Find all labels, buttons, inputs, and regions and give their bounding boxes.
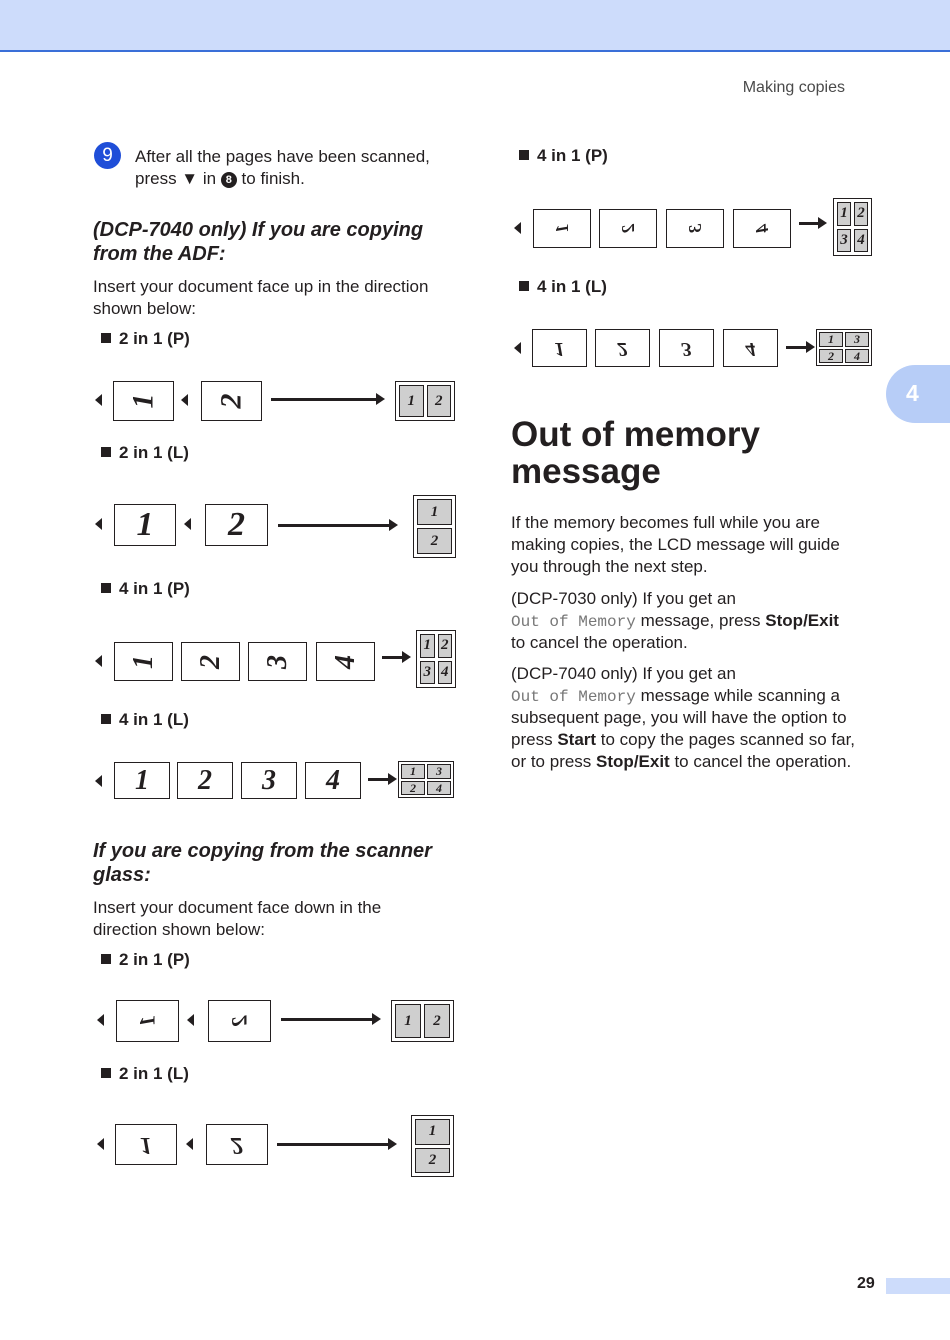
arrow-right-icon — [277, 1143, 389, 1146]
adf-heading-line2: from the ADF: — [93, 243, 226, 265]
bullet-square-icon — [101, 333, 111, 343]
bullet-square-icon — [519, 150, 529, 160]
page-sheet-4: 4 — [316, 642, 375, 681]
result-cell: 2 — [854, 202, 868, 226]
feed-direction-marker — [186, 1138, 193, 1150]
result-sheet-2in1-l — [413, 495, 456, 558]
bullet-4in1-p: 4 in 1 (P) — [101, 579, 190, 599]
result-cell: 1 — [395, 1004, 421, 1038]
feed-direction-marker — [95, 394, 102, 406]
memory-heading-line1: Out of memory — [511, 415, 760, 454]
glass-heading-line2: glass: — [93, 864, 151, 886]
bullet-2in1-l: 2 in 1 (L) — [101, 1064, 189, 1084]
header-band — [0, 0, 950, 52]
bullet-square-icon — [519, 281, 529, 291]
page-sheet-2-mirrored: 2 — [595, 329, 650, 367]
result-sheet-2in1-p — [391, 1000, 454, 1042]
stop-exit-key: Stop/Exit — [765, 611, 839, 630]
chapter-tab[interactable] — [886, 365, 950, 423]
bullet-square-icon — [101, 583, 111, 593]
page-sheet-1: 1 — [113, 381, 174, 421]
result-cell: 3 — [420, 661, 435, 685]
result-cell: 1 — [837, 202, 851, 226]
page-sheet-2: 2 — [181, 642, 240, 681]
adf-intro-line1: Insert your document face up in the direction — [93, 277, 429, 296]
memory-p2-line1: (DCP-7030 only) If you get an — [511, 589, 736, 608]
memory-p2-line3: to cancel the operation. — [511, 633, 688, 652]
result-sheet-4in1-p — [833, 198, 872, 256]
page-sheet-2: 2 — [201, 381, 262, 421]
result-cell: 1 — [401, 764, 425, 779]
page-sheet-4-mirrored: 4 — [733, 209, 791, 248]
memory-heading-line2: message — [511, 452, 661, 491]
lcd-message: Out of Memory — [511, 688, 636, 706]
page-sheet-1-mirrored: 1 — [532, 329, 587, 367]
key-number-icon: 8 — [221, 172, 237, 188]
page-sheet-2: 2 — [177, 762, 233, 799]
page-sheet-2: 2 — [205, 504, 268, 546]
feed-direction-marker — [95, 518, 102, 530]
stop-exit-key: Stop/Exit — [596, 752, 670, 771]
feed-direction-marker — [187, 1014, 194, 1026]
bullet-square-icon — [101, 954, 111, 964]
arrow-right-icon — [278, 524, 390, 527]
memory-p3-line3: subsequent page, you will have the option to — [511, 708, 847, 727]
memory-p1-line1: If the memory becomes full while you are — [511, 513, 820, 532]
page-sheet-3: 3 — [241, 762, 297, 799]
bullet-4in1-l: 4 in 1 (L) — [519, 277, 607, 297]
chapter-number: 4 — [906, 380, 919, 406]
memory-p3-line1: (DCP-7040 only) If you get an — [511, 664, 736, 683]
step-text-line1: After all the pages have been scanned, — [135, 147, 430, 166]
arrow-right-icon — [281, 1018, 373, 1021]
page-sheet-2-mirrored: 2 — [599, 209, 657, 248]
memory-p1-line2: making copies, the LCD message will guide — [511, 535, 840, 554]
adf-heading-line1: (DCP-7040 only) If you are copying — [93, 219, 424, 241]
adf-intro-line2: shown below: — [93, 299, 197, 318]
result-cell: 4 — [845, 349, 869, 364]
feed-direction-marker — [181, 394, 188, 406]
feed-direction-marker — [95, 775, 102, 787]
glass-heading-line1: If you are copying from the scanner — [93, 840, 432, 862]
page-sheet-3-mirrored: 3 — [666, 209, 724, 248]
result-cell: 1 — [420, 634, 435, 658]
page-sheet-4-mirrored: 4 — [723, 329, 778, 367]
result-cell: 3 — [845, 332, 869, 347]
page-sheet-1-mirrored: 1 — [116, 1000, 179, 1042]
start-key: Start — [557, 730, 597, 749]
arrow-right-icon — [799, 222, 819, 225]
result-sheet-4in1-l — [816, 329, 872, 366]
result-sheet-2in1-l — [411, 1115, 454, 1177]
result-cell: 2 — [819, 349, 843, 364]
bullet-square-icon — [101, 447, 111, 457]
page-sheet-3-mirrored: 3 — [659, 329, 714, 367]
page-sheet-1: 1 — [114, 762, 170, 799]
feed-direction-marker — [95, 655, 102, 667]
result-cell: 2 — [401, 781, 425, 796]
bullet-2in1-p: 2 in 1 (P) — [101, 329, 190, 349]
arrow-right-icon — [368, 778, 389, 781]
bullet-2in1-l: 2 in 1 (L) — [101, 443, 189, 463]
memory-p1-line3: you through the next step. — [511, 557, 708, 576]
result-cell: 2 — [427, 385, 452, 417]
glass-intro-line1: Insert your document face down in the — [93, 898, 382, 917]
arrow-right-icon — [271, 398, 377, 401]
page-number: 29 — [857, 1275, 875, 1292]
memory-p3-line5: or to press Stop/Exit to cancel the operation. — [511, 752, 852, 771]
bullet-square-icon — [101, 714, 111, 724]
feed-direction-marker — [514, 222, 521, 234]
result-cell: 1 — [417, 499, 452, 525]
result-cell: 4 — [438, 661, 453, 685]
page-sheet-1-mirrored: 1 — [115, 1124, 177, 1165]
result-cell: 1 — [399, 385, 424, 417]
result-sheet-2in1-p — [395, 381, 455, 421]
result-cell: 3 — [837, 229, 851, 253]
result-cell: 3 — [427, 764, 451, 779]
page-number-bar — [886, 1278, 950, 1294]
arrow-right-icon — [786, 346, 807, 349]
step-text-press: press ▼ in — [135, 169, 217, 188]
page-sheet-1-mirrored: 1 — [533, 209, 591, 248]
result-sheet-4in1-l — [398, 761, 454, 798]
page-sheet-3: 3 — [248, 642, 307, 681]
page-sheet-2-mirrored: 2 — [208, 1000, 271, 1042]
section-title: Making copies — [742, 79, 845, 96]
page-sheet-4: 4 — [305, 762, 361, 799]
result-cell: 2 — [424, 1004, 450, 1038]
bullet-4in1-p: 4 in 1 (P) — [519, 146, 608, 166]
memory-p2-line2: Out of Memory message, press Stop/Exit — [511, 611, 839, 631]
memory-p3-line4: press Start to copy the pages scanned so far, — [511, 730, 856, 749]
result-cell: 1 — [819, 332, 843, 347]
result-cell: 4 — [854, 229, 868, 253]
result-cell: 1 — [415, 1119, 450, 1145]
arrow-right-icon — [382, 656, 403, 659]
glass-intro-line2: direction shown below: — [93, 920, 265, 939]
memory-p3-line2: Out of Memory message while scanning a — [511, 686, 840, 706]
result-cell: 4 — [427, 781, 451, 796]
feed-direction-marker — [97, 1138, 104, 1150]
step-number-badge: 9 — [94, 142, 121, 169]
feed-direction-marker — [184, 518, 191, 530]
result-cell: 2 — [438, 634, 453, 658]
bullet-4in1-l: 4 in 1 (L) — [101, 710, 189, 730]
bullet-square-icon — [101, 1068, 111, 1078]
feed-direction-marker — [97, 1014, 104, 1026]
result-cell: 2 — [417, 528, 452, 554]
step-text-finish: to finish. — [241, 169, 305, 188]
feed-direction-marker — [514, 342, 521, 354]
bullet-2in1-p: 2 in 1 (P) — [101, 950, 190, 970]
result-sheet-4in1-p — [416, 630, 456, 688]
page-sheet-2-mirrored: 2 — [206, 1124, 268, 1165]
step-text-line2 — [135, 168, 305, 190]
page-sheet-1: 1 — [114, 504, 176, 546]
result-cell: 2 — [415, 1148, 450, 1174]
page-sheet-1: 1 — [114, 642, 173, 681]
lcd-message: Out of Memory — [511, 613, 636, 631]
